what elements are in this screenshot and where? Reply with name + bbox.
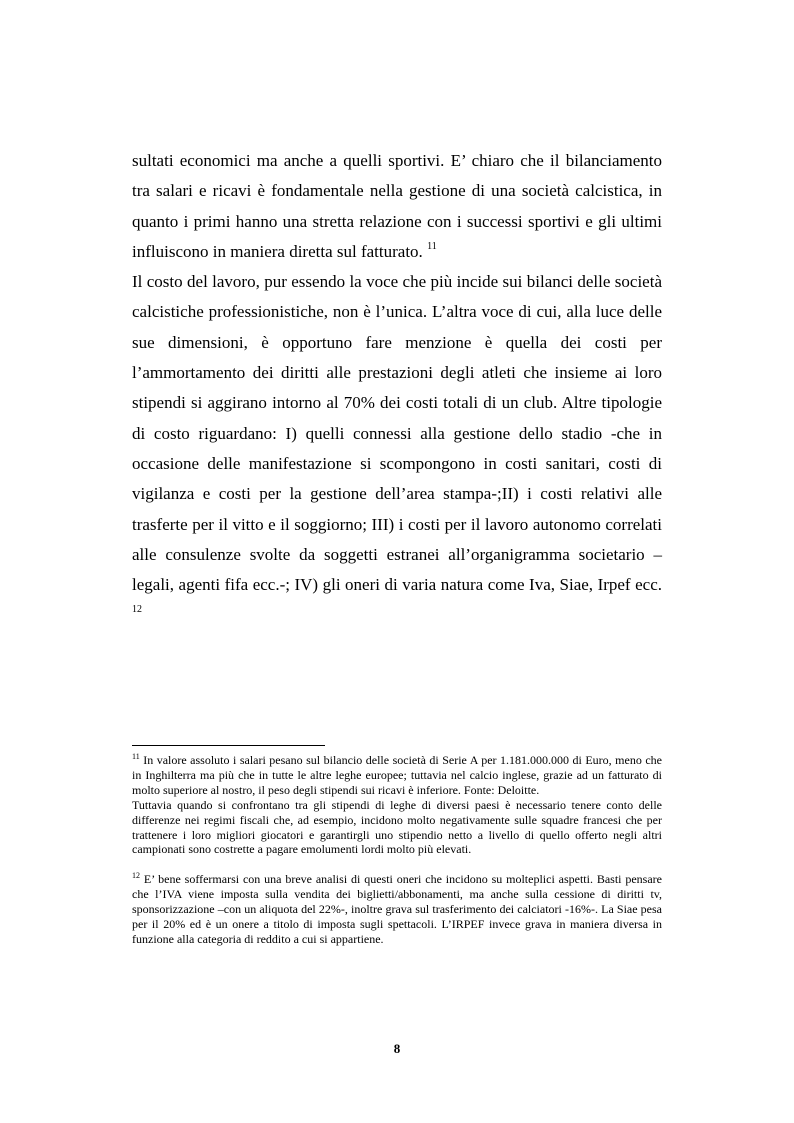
footnote-11-text: In valore assoluto i salari pesano sul bilancio delle società di Serie A per 1.181.000.000 di Euro, meno che in Inghilterra ma più che in tutte le altre leghe europee; tuttavia nel calcio inglese, grazie ad un fatturato di molto superiore al nostro, il peso degli stipendi sui ricavi è inferiore. Fonte: Deloitte.	[132, 753, 662, 797]
paragraph-2	[132, 267, 662, 631]
footnote-12-text: E’ bene soffermarsi con una breve analisi di questi oneri che incidono su molteplici aspetti. Basti pensare che l’IVA viene imposta sulla vendita dei biglietti/abbonamenti, ma anche sulla cessione di diritti tv, sponsorizzazione –con un aliquota del 22%-, inoltre grava sul trasferimento dei calciatori -16%-. La Siae pesa per il 20% ed è un onere a titolo di imposta sugli spettacoli. L’IRPEF invece grava in maniera diversa in funzione alla categoria di reddito a cui si appartiene.	[132, 872, 662, 946]
footnote-11-continuation: Tuttavia quando si confrontano tra gli stipendi di leghe di diversi paesi è necessario tenere conto delle differenze nei regimi fiscali che, ad esempio, incidono molto negativamente sulle squadre francesi che per trattenere i loro migliori giocatori e garantirgli uno stipendio netto a livello di quello offerto negli altri campionati sono costrette a pagare emolumenti lordi molto più elevati.	[132, 797, 662, 857]
paragraph-1-text: sultati economici ma anche a quelli sportivi. E’ chiaro che il bilanciamento tra salari e ricavi è fondamentale nella gestione di una società calcistica, in quanto i primi hanno una stretta relazione con i successi sportivi e gli ultimi influiscono in maniera diretta sul fatturato.	[132, 151, 662, 261]
paragraph-1	[132, 146, 662, 267]
footnote-12-number: 12	[132, 871, 140, 881]
page-number: 8	[393, 1041, 401, 1056]
footnote-ref-12[interactable]: 12	[132, 604, 142, 616]
footnote-11	[132, 753, 662, 798]
footnote-separator	[132, 745, 325, 746]
paragraph-2-text: Il costo del lavoro, pur essendo la voce che più incide sui bilanci delle società calcistiche professionistiche, non è l’unica. L’altra voce di cui, alla luce delle sue dimensioni, è opportuno fare menzione è quella dei costi per l’ammortamento dei diritti alle prestazioni degli atleti che insieme ai loro stipendi si aggirano intorno al 70% dei costi totali di un club. Altre tipologie di costo riguardano: I) quelli connessi alla gestione dello stadio -che in occasione delle manifestazione si scompongono in costi sanitari, costi di vigilanza e costi per la gestione dell’area stampa-;II) i costi relativi alle trasferte per il vitto e il soggiorno; III) i costi per il lavoro autonomo correlati alle consulenze svolte da soggetti estranei all’organigramma societario – legali, agenti fifa ecc.-; IV) gli oneri di varia natura come Iva, Siae, Irpef ecc.	[132, 272, 662, 595]
footnote-12	[132, 872, 662, 947]
footnote-11-number: 11	[132, 752, 140, 761]
main-text	[132, 146, 662, 631]
footnote-ref-11[interactable]: 11	[427, 240, 437, 252]
footnotes	[132, 753, 662, 947]
footnote-gap	[132, 857, 662, 872]
